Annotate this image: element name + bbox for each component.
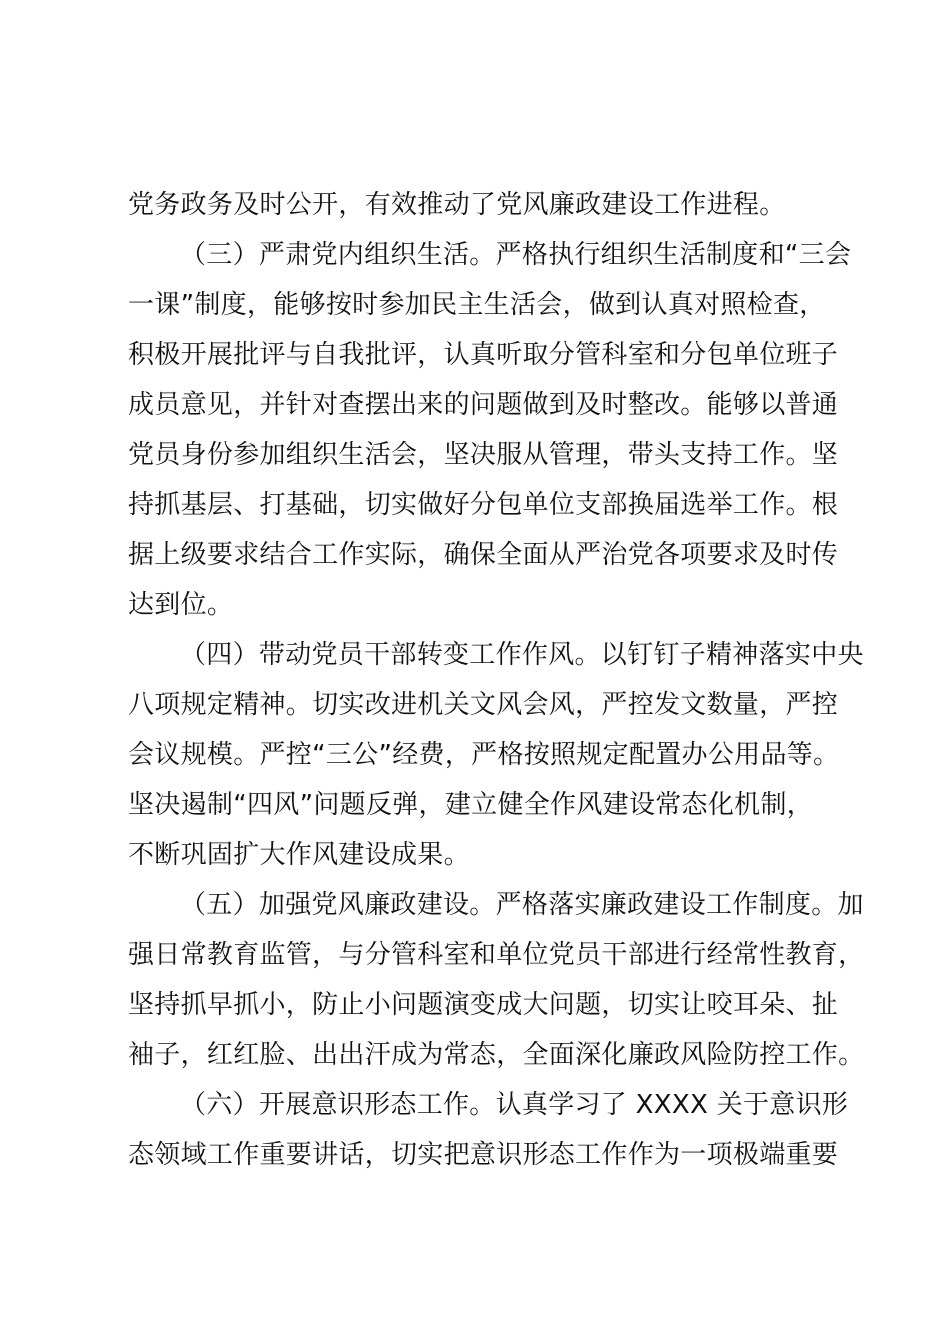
text-line: 八项规定精神。切实改进机关文风会风，严控发文数量，严控 [128, 690, 839, 720]
text-line: 持抓基层、打基础，切实做好分包单位支部换届选举工作。根 [128, 490, 839, 520]
text-line: 成员意见，并针对查摆出来的问题做到及时整改。能够以普通 [128, 390, 839, 420]
text-line: 据上级要求结合工作实际，确保全面从严治党各项要求及时传 [128, 540, 839, 570]
text-line: 积极开展批评与自我批评，认真听取分管科室和分包单位班子 [128, 340, 839, 370]
text-line: 达到位。 [128, 590, 234, 620]
text-line: 坚决遏制“四风”问题反弹，建立健全作风建设常态化机制， [128, 790, 814, 820]
text-line: （五）加强党风廉政建设。严格落实廉政建设工作制度。加 [180, 890, 864, 920]
text-line: 强日常教育监管，与分管科室和单位党员干部进行经常性教育， [128, 940, 865, 970]
text-line: 一课”制度，能够按时参加民主生活会，做到认真对照检查， [128, 290, 826, 320]
text-line: 党务政务及时公开，有效推动了党风廉政建设工作进程。 [128, 190, 786, 220]
text-line: 不断巩固扩大作风建设成果。 [128, 840, 470, 870]
text-line: 态领域工作重要讲话，切实把意识形态工作作为一项极端重要 [128, 1140, 839, 1170]
text-line: （四）带动党员干部转变工作作风。以钉钉子精神落实中央 [180, 640, 864, 670]
text-line: 坚持抓早抓小，防止小问题演变成大问题，切实让咬耳朵、扯 [128, 990, 839, 1020]
text-line: （三）严肃党内组织生活。严格执行组织生活制度和“三会 [180, 240, 852, 270]
text-line: 党员身份参加组织生活会，坚决服从管理，带头支持工作。坚 [128, 440, 839, 470]
text-line: 会议规模。严控“三公”经费，严格按照规定配置办公用品等。 [128, 740, 840, 770]
text-line: （六）开展意识形态工作。认真学习了 XXXX 关于意识形 [180, 1090, 849, 1120]
text-line: 袖子，红红脸、出出汗成为常态，全面深化廉政风险防控工作。 [128, 1040, 865, 1070]
